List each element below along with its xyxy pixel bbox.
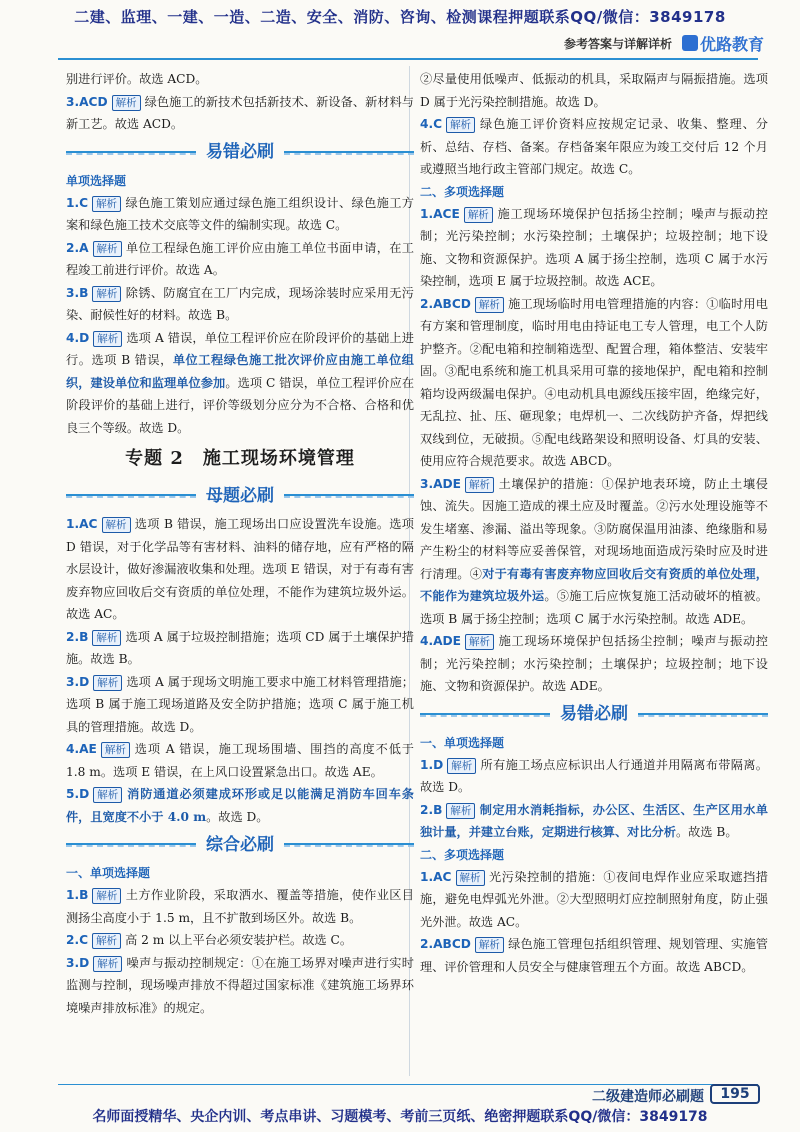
subsection-heading: 单项选择题 (66, 173, 127, 188)
header-subtitle: 参考答案与详解详析 (563, 36, 672, 51)
analysis-tag: 解析 (93, 241, 122, 257)
analysis-tag: 解析 (465, 634, 494, 650)
answer-text: 高 2 m 以上平台必须安装护栏。故选 C。 (125, 933, 353, 947)
analysis-tag: 解析 (446, 803, 475, 819)
answer-text: 绿色施工管理包括组织管理、规划管理、实施管理、评价管理和人员安全与健康管理五个方面。故选 ABCD。 (420, 937, 768, 974)
subsection-heading: 二、多项选择题 (420, 847, 505, 862)
analysis-tag: 解析 (93, 956, 122, 972)
answer-item (420, 799, 768, 844)
section-title: 易错必刷 (560, 704, 628, 725)
answer-text: 绿色施工策划应通过绿色施工组织设计、绿色施工方案和绿色施工技术交底等文件的编制实现。故选 C。 (66, 195, 414, 232)
analysis-tag: 解析 (465, 477, 494, 493)
section-title: 综合必刷 (206, 834, 274, 855)
answer-number: 3.ADE (420, 476, 461, 491)
answer-item (66, 91, 414, 136)
footer-rule (58, 1084, 758, 1085)
answer-item (420, 203, 768, 293)
answer-number: 2.ABCD (420, 937, 471, 951)
answer-text: 选项 A 错误，单位工程评价应在阶段评价的基础上进行。选项 B 错误， (66, 330, 414, 367)
logo-text: 优路教育 (699, 34, 764, 54)
highlight-text: 消防通道必须建成环形或足以能满足消防车回车条件，且宽度不小于 4.0 m (66, 787, 414, 824)
answer-number: 3.D (66, 955, 90, 970)
answer-text: 绿色施工评价资料应按规定记录、收集、整理、分析、总结、存档、备案。存档备案年限应为竣工交付后 12 个月或遵照当地行政主管部门规定。故选 C。 (420, 117, 768, 176)
answer-item (66, 671, 414, 739)
topic-heading: 专题 2 施工现场环境管理 (125, 448, 355, 469)
answer-number: 1.D (420, 757, 444, 772)
answer-number: 1.ACE (420, 206, 460, 221)
analysis-tag: 解析 (92, 888, 121, 904)
answer-text: 选项 A 属于垃圾控制措施；选项 CD 属于土壤保护措施。故选 B。 (66, 629, 414, 666)
continued-text: ②尽量使用低噪声、低振动的机具，采取隔声与隔振措施。选项 D 属于光污染控制措施。故选 D。 (420, 72, 768, 109)
answer-item (420, 866, 768, 934)
answer-item (66, 952, 414, 1020)
highlight-text: 制定用水消耗指标，办公区、生活区、生产区用水单独计量，并建立台账，定期进行核算、对比分析 (420, 802, 768, 839)
analysis-tag: 解析 (447, 758, 476, 774)
answer-text: 除锈、防腐宜在工厂内完成，现场涂装时应采用无污染、耐候性好的材料。故选 B。 (66, 285, 414, 322)
analysis-tag: 解析 (112, 95, 141, 111)
section-banner (420, 700, 768, 730)
answer-item (420, 293, 768, 473)
answer-text: 土壤保护的措施：①保护地表环境，防止土壤侵蚀、流失。因施工造成的裸土应及时覆盖。②污水处理设施等不发生堵塞、渗漏、溢出等现象。③防腐保温用油漆、绝缘脂和易产生粉尘的材料等应妥善保管，对现场地面造成污染时应及时进行清理。④ (420, 476, 768, 581)
right-column (420, 68, 768, 978)
answer-text: 光污染控制的措施：①夜间电焊作业应采取遮挡措施，避免电焊弧光外泄。②大型照明灯应控制照射角度，防止强光外泄。故选 AC。 (420, 869, 768, 929)
section-banner (66, 481, 414, 511)
answer-number: 4.D (66, 330, 90, 345)
analysis-tag: 解析 (475, 937, 504, 953)
brand-logo (682, 32, 764, 55)
answer-text: 单位工程绿色施工评价应由施工单位书面申请，在工程竣工前进行评价。故选 A。 (66, 240, 414, 277)
answer-number: 3.D (66, 674, 90, 689)
analysis-tag: 解析 (92, 286, 121, 302)
answer-text: 所有施工场点应标识出人行通道并用隔离布带隔离。故选 D。 (420, 757, 768, 794)
answer-text: 施工现场临时用电管理措施的内容：①临时用电有方案和管理制度，临时用电由持证电工专人管理，电工个人防护整齐。②配电箱和控制箱选型、配置合理，箱体整洁、安装牢固。③配电系统和施工机具采用可靠的接地保护，配电箱和控制箱均设两级漏电保护。④电动机具电源线压接牢固，绝缘完好，无乱拉、扯、压、砸现象；电焊机一、二次线防护齐备，焊把线双线到位，无破损。⑤配电线路架设和照明设备、灯具的安装、使用应符合规范要求。故选 ABCD。 (420, 296, 768, 468)
left-column (66, 68, 414, 1019)
highlight-text: 单位工程绿色施工批次评价应由施工单位组织，建设单位和监理单位参加 (66, 353, 414, 390)
answer-number: 2.C (66, 933, 89, 947)
section-title: 母题必刷 (206, 485, 274, 506)
answer-item (420, 933, 768, 978)
analysis-tag: 解析 (475, 297, 504, 313)
answer-text: 施工现场环境保护包括扬尘控制；噪声与振动控制；光污染控制；水污染控制；土壤保护；垃圾控制；地下设施、文物和资源保护。选项 A 属于扬尘控制，选项 C 属于水污染控制，选项 E 属于垃圾控制。故选 ACE。 (420, 206, 768, 288)
answer-item (420, 113, 768, 181)
answer-number: 4.AE (66, 742, 97, 756)
answer-item (420, 630, 768, 698)
answer-number: 1.AC (66, 517, 98, 531)
answer-text: 噪声与振动控制规定：①在施工场界对噪声进行实时监测与控制，现场噪声排放不得超过国家标准《建筑施工场界环境噪声排放标准》的规定。 (66, 955, 414, 1015)
answer-text: 绿色施工的新技术包括新技术、新设备、新材料与新工艺。故选 ACD。 (66, 94, 414, 131)
analysis-tag: 解析 (93, 675, 122, 691)
page-header (564, 32, 764, 54)
answer-number: 4.ADE (420, 634, 461, 648)
header-rule (58, 58, 758, 60)
answer-item (420, 473, 768, 631)
highlight-text: 对于有毒有害废弃物应回收后交有资质的单位处理，不能作为建筑垃圾外运 (420, 566, 768, 603)
analysis-tag: 解析 (93, 331, 122, 347)
answer-text: 选项 A 错误，施工现场围墙、围挡的高度不低于 1.8 m。选项 E 错误，在上风口设置紧急出口。故选 AE。 (66, 742, 414, 779)
book-title: 二级建造师必刷题 (592, 1089, 704, 1105)
top-promo-banner: 二建、监理、一建、一造、二造、安全、消防、咨询、检测课程押题联系QQ/微信：3849178 (74, 8, 726, 26)
answer-number: 4.C (420, 117, 443, 131)
analysis-tag: 解析 (92, 196, 121, 212)
answer-number: 2.B (66, 629, 89, 644)
answer-text: 选项 B 错误，施工现场出口应设置洗车设施。选项 D 错误，对于化学品等有害材料、油料的储存地，应有严格的隔水层设计，做好渗漏液收集和处理。选项 E 错误，对于有毒有害废弃物应回收后交有资质的单位处理，不能作为建筑垃圾外运。故选 AC。 (66, 517, 414, 621)
answer-number: 2.ABCD (420, 296, 471, 311)
answer-number: 2.A (66, 240, 89, 255)
answer-text: 施工现场环境保护包括扬尘控制；噪声与振动控制；光污染控制；水污染控制；土壤保护；垃圾控制；地下设施、文物和资源保护。故选 ADE。 (420, 634, 768, 693)
logo-icon (682, 35, 698, 51)
analysis-tag: 解析 (92, 933, 121, 949)
answer-item (66, 237, 414, 282)
analysis-tag: 解析 (446, 117, 475, 133)
answer-item (66, 929, 414, 952)
answer-item (66, 282, 414, 327)
answer-item (66, 783, 414, 828)
analysis-tag: 解析 (464, 207, 493, 223)
answer-number: 1.C (66, 195, 89, 210)
analysis-tag: 解析 (92, 630, 121, 646)
section-banner (66, 830, 414, 860)
answer-text: 土方作业阶段，采取洒水、覆盖等措施，使作业区目测扬尘高度小于 1.5 m，且不扩散到场区外。故选 B。 (66, 888, 414, 925)
answer-text: 选项 A 属于现场文明施工要求中施工材料管理措施；选项 B 属于施工现场道路及安全防护措施；选项 C 属于施工机具的管理措施。故选 D。 (66, 674, 414, 734)
answer-item (66, 626, 414, 671)
answer-number: 3.B (66, 285, 89, 300)
analysis-tag: 解析 (456, 870, 485, 886)
answer-number: 3.ACD (66, 94, 108, 109)
answer-number: 2.B (420, 802, 443, 817)
subsection-heading: 二、多项选择题 (420, 184, 505, 199)
answer-number: 1.AC (420, 869, 452, 884)
answer-number: 1.B (66, 888, 89, 902)
answer-item (66, 513, 414, 626)
answer-text: 。选项 C 错误，单位工程评价应在阶段评价的基础上进行，评价等级划分应分为不合格、合格和优良三个等级。故选 D。 (66, 375, 415, 435)
answer-item (66, 884, 414, 929)
answer-item (66, 327, 414, 440)
subsection-heading: 一、单项选择题 (66, 866, 151, 880)
subsection-heading: 一、单项选择题 (420, 735, 505, 750)
analysis-tag: 解析 (102, 517, 131, 533)
section-title: 易错必刷 (206, 142, 274, 163)
section-banner (66, 138, 414, 168)
analysis-tag: 解析 (93, 787, 122, 803)
answer-number: 5.D (66, 787, 90, 801)
answer-text: 。故选 D。 (206, 809, 269, 824)
answer-text: 。⑤施工后应恢复施工活动破坏的植被。选项 B 属于扬尘控制；选项 C 属于水污染控制。故选 ADE。 (420, 589, 768, 626)
answer-item (66, 738, 414, 783)
continued-text: 别进行评价。故选 ACD。 (66, 72, 208, 86)
answer-item (66, 192, 414, 237)
analysis-tag: 解析 (101, 742, 130, 758)
page-number: 195 (710, 1084, 760, 1104)
answer-item (420, 754, 768, 799)
bottom-promo-banner: 名师面授精华、央企内训、考点串讲、习题模考、考前三页纸、绝密押题联系QQ/微信：3849178 (92, 1109, 708, 1125)
answer-text: 。故选 B。 (675, 825, 738, 839)
